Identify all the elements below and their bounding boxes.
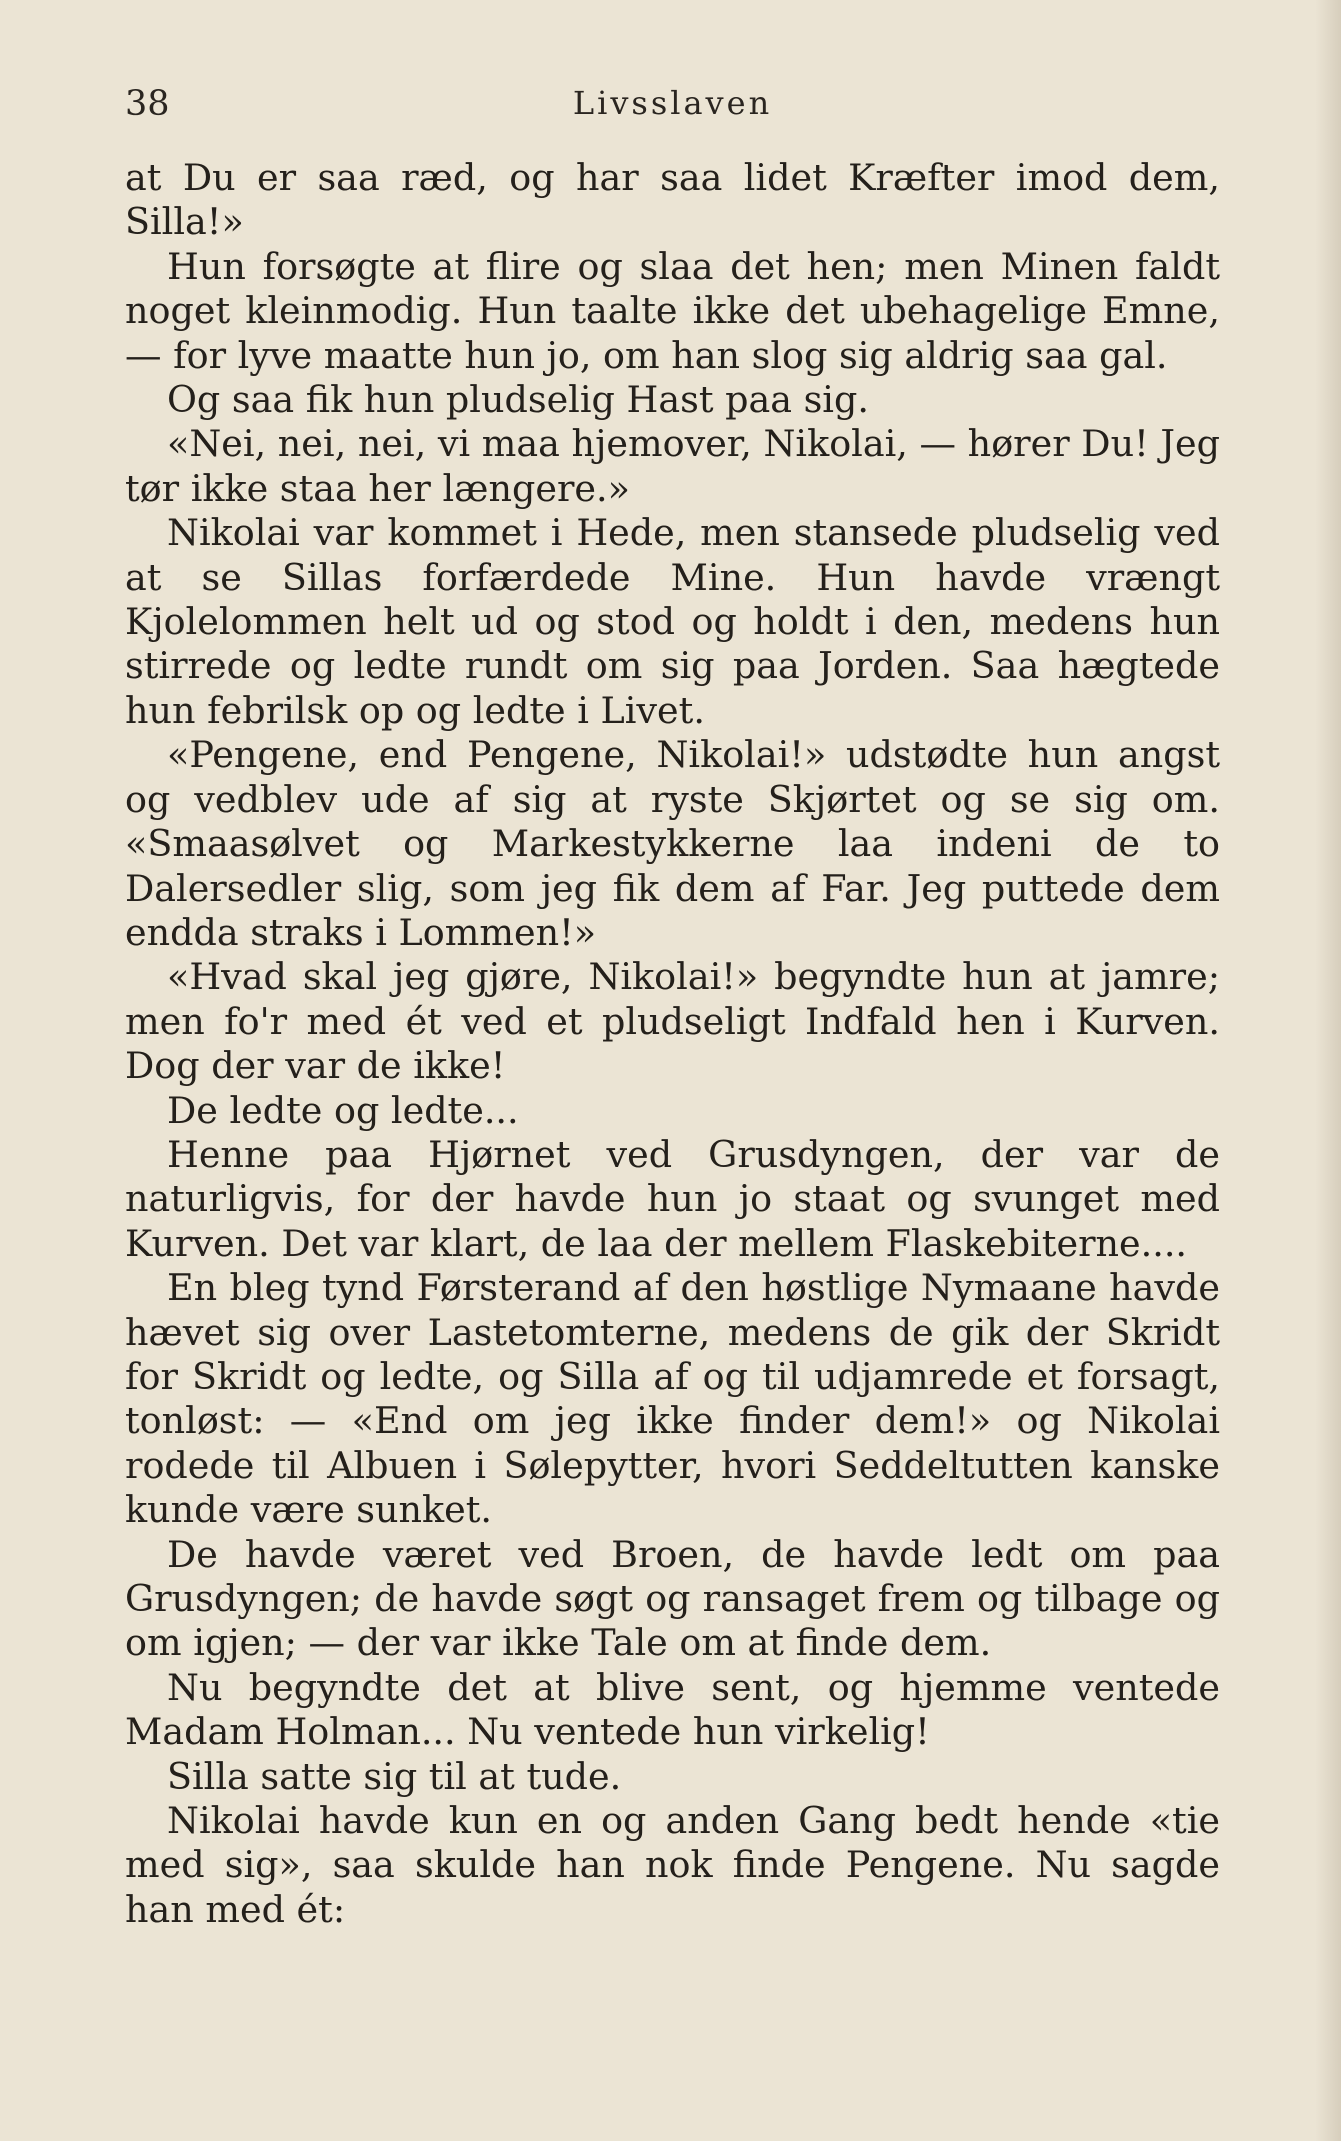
page-header [125,84,1220,128]
paragraph: De havde været ved Broen, de havde ledt om paa Grusdyngen; de havde søgt og ransaget frem og tilbage og om igjen; — der var ikke Tale om at finde dem. [125,1532,1220,1665]
paragraph: Nikolai var kommet i Hede, men stansede pludselig ved at se Sillas forfærdede Mine. Hun havde vrængt Kjolelommen helt ud og stod og holdt i den, medens hun stirrede og ledte rundt om sig paa Jorden. Saa hægtede hun febrilsk op og ledte i Livet. [125,511,1220,732]
paragraph: Silla satte sig til at tude. [167,1754,622,1798]
paragraph: «Nei, nei, nei, vi maa hjemover, Nikolai, — hører Du! Jeg tør ikke staa her længere.» [125,422,1220,510]
page-edge-shadow [1315,0,1341,2141]
paragraph: Nu begyndte det at blive sent, og hjemme ventede Madam Holman... Nu ventede hun virkelig! [125,1665,1220,1754]
body-text [125,156,1220,1932]
paragraph: at Du er saa ræd, og har saa lidet Kræfter imod dem, Silla!» [125,156,1220,244]
paragraph: «Hvad skal jeg gjøre, Nikolai!» begyndte hun at jamre; men fo'r med ét ved et pludseligt Indfald hen i Kurven. Dog der var de ikke! [125,955,1220,1088]
paragraph: «Pengene, end Pengene, Nikolai!» udstødte hun angst og vedblev ude af sig at ryste Skjørtet og se sig om. «Smaasølvet og Markestykkerne laa indeni de to Dalersedler slig, som jeg fik dem af Far. Jeg puttede dem endda straks i Lommen!» [125,733,1220,954]
paragraph: Nikolai havde kun en og anden Gang bedt hende «tie med sig», saa skulde han nok finde Pengene. Nu sagde han med ét: [125,1799,1220,1931]
paragraph: Henne paa Hjørnet ved Grusdyngen, der var de naturligvis, for der havde hun jo staat og svunget med Kurven. Det var klart, de laa der mellem Flaskebiterne.... [125,1132,1220,1265]
running-title: Livsslaven [572,84,773,122]
paragraph: Og saa fik hun pludselig Hast paa sig. [167,378,869,422]
paragraph: Hun forsøgte at flire og slaa det hen; men Minen faldt noget kleinmodig. Hun taalte ikke det ubehagelige Emne, — for lyve maatte hun jo, om han slog sig aldrig saa gal. [125,244,1220,377]
paragraph: En bleg tynd Førsterand af den høstlige Nymaane havde hævet sig over Lastetomterne, medens de gik der Skridt for Skridt og ledte, og Silla af og til udjamrede et forsagt, tonløst: — «End om jeg ikke finder dem!» og Nikolai rodede til Albuen i Sølepytter, hvori Seddeltutten kanske kunde være sunket. [125,1266,1220,1532]
paragraph: De ledte og ledte... [167,1088,519,1132]
page-number: 38 [125,84,170,124]
